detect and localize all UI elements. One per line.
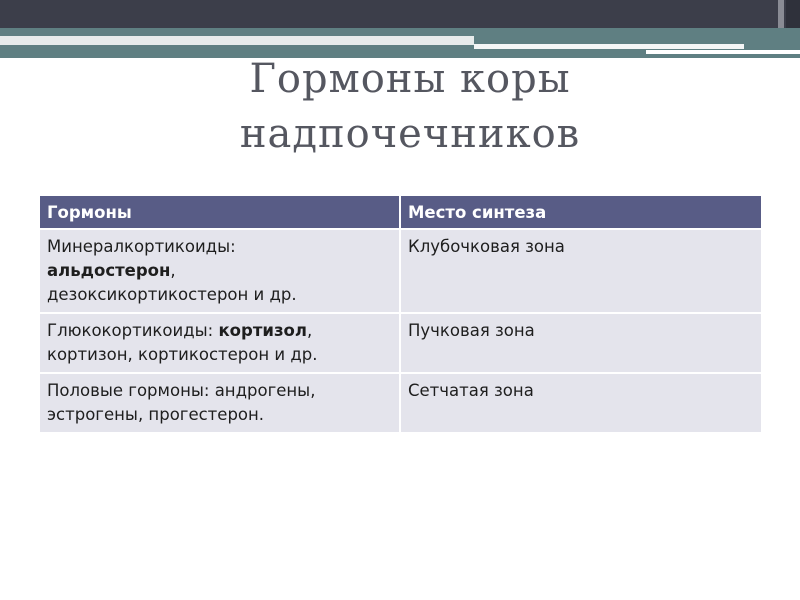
table-header-row (40, 196, 761, 229)
slide-title (100, 52, 720, 162)
hormone-separator: , (170, 261, 176, 280)
hormone-separator: , (306, 321, 313, 340)
hormones-table (40, 196, 761, 432)
header-stripe-mid (474, 44, 744, 49)
hormone-list-line2: эстрогены, прогестерон. (47, 405, 265, 424)
hormone-group-label: Глюкокортикоиды: (47, 321, 219, 340)
table-row (40, 229, 761, 313)
hormone-list-rest: кортизон, кортикостерон и др. (47, 345, 318, 364)
synthesis-site-cell: Клубочковая зона (400, 229, 761, 313)
header-accent (778, 0, 784, 28)
synthesis-site-cell: Сетчатая зона (400, 373, 761, 432)
hormones-cell (40, 313, 400, 373)
hormones-cell (40, 229, 400, 313)
table-row (40, 373, 761, 432)
hormone-list-rest: дезоксикортикостерон и др. (47, 285, 297, 304)
table-row (40, 313, 761, 373)
column-header-synthesis-site: Место синтеза (400, 196, 761, 229)
synthesis-site-cell: Пучковая зона (400, 313, 761, 373)
column-header-hormones: Гормоны (40, 196, 400, 229)
hormones-cell (40, 373, 400, 432)
hormone-list-line1: Половые гормоны: андрогены, (47, 381, 316, 400)
header-accent-dark (786, 0, 800, 28)
hormone-key-name: кортизол (218, 321, 307, 340)
hormone-group-label: Минералкортикоиды: (47, 237, 236, 256)
slide-title-line2: надпочечников (239, 111, 581, 157)
header-bar-dark (0, 0, 800, 28)
hormone-key-name: альдостерон (47, 261, 171, 280)
slide-title-line1: Гормоны коры (249, 56, 571, 102)
header-stripe-left (0, 36, 474, 45)
